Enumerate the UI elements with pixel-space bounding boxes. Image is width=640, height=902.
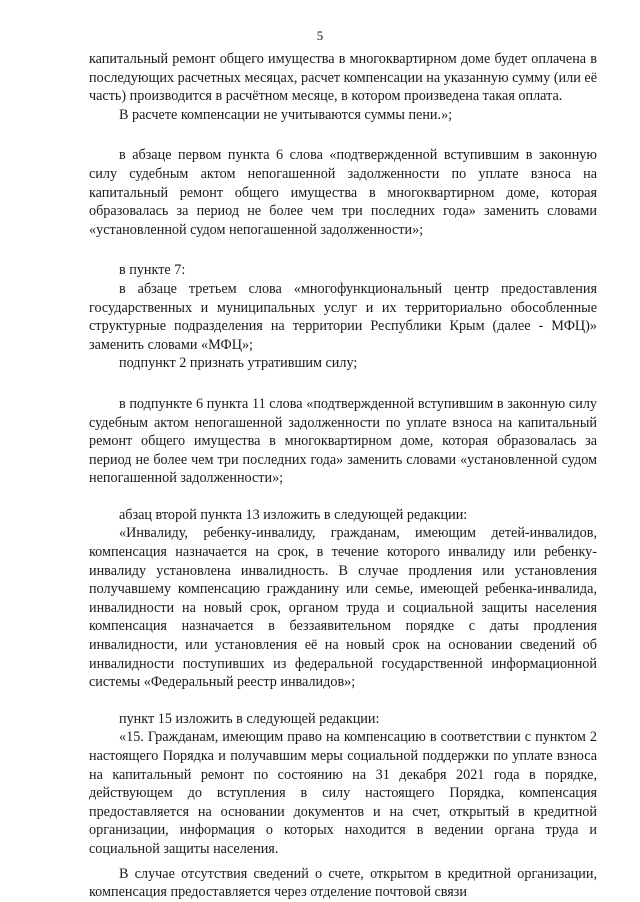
- spacer: [89, 488, 597, 506]
- paragraph: в абзаце первом пункта 6 слова «подтвержденной вступившим в законную силу судебным актом непогашенной задолженности по уплате взноса на капитальный ремонт общего имущества в многоквартирном доме, которая образовалась за период не более чем три последних года» заменить словами «установленной судом непогашенной задолженности»;: [89, 147, 597, 238]
- paragraph: в абзаце третьем слова «многофункциональный центр предоставления государственных и муниципальных услуг и их территориально обособленные структурные подразделения на территории Республики Крым (далее - МФЦ)» заменить словами «МФЦ»;: [89, 280, 597, 353]
- spacer: [89, 692, 597, 710]
- spacer: [89, 124, 597, 146]
- page-number: 5: [316, 28, 324, 43]
- paragraph: в пункте 7:: [119, 262, 186, 279]
- paragraph: абзац второй пункта 13 изложить в следующей редакции:: [119, 506, 468, 523]
- paragraph: подпункт 2 признать утратившим силу;: [119, 355, 358, 372]
- paragraph: пункт 15 изложить в следующей редакции:: [119, 710, 380, 727]
- paragraph: В расчете компенсации не учитываются суммы пени.»;: [119, 106, 453, 123]
- spacer: [89, 373, 597, 395]
- document-body: [89, 50, 597, 902]
- paragraph: в подпункте 6 пункта 11 слова «подтвержденной вступившим в законную силу судебным актом непогашенной задолженности по уплате взноса на капитальный ремонт общего имущества в многоквартирном доме, которая образовалась за период не более чем три последних года» заменить словами «установленной судом непогашенной задолженности»;: [89, 395, 597, 487]
- paragraph: В случае отсутствия сведений о счете, открытом в кредитной организации, компенсация предоставляется через отделение почтовой связи: [89, 865, 597, 901]
- paragraph: «15. Гражданам, имеющим право на компенсацию в соответствии с пунктом 2 настоящего Порядка и получавшим меры социальной поддержки по уплате взноса на капитальный ремонт по состоянию на 31 декабря 2021 года в порядке, действующем до вступления в силу настоящего Порядка, компенсация предоставляется на основании документов и на счет, открытый в кредитной организации, информация о которых находится в ведении органа труда и социальной защиты населения.: [89, 729, 597, 857]
- paragraph: капитальный ремонт общего имущества в многоквартирном доме будет оплачена в последующих расчетных месяцах, расчет компенсации на указанную сумму (или её часть) производится в расчётном месяце, в котором произведена такая оплата.: [89, 51, 597, 105]
- spacer: [89, 239, 597, 261]
- paragraph: «Инвалиду, ребенку-инвалиду, гражданам, имеющим детей-инвалидов, компенсация назначается на срок, в течение которого инвалиду или ребенку-инвалиду установлена инвалидность. В случае продления или установления получавшему компенсацию гражданину или семье, имеющей ребенка-инвалида, инвалидности на новый срок, органом труда и социальной защиты населения компенсация назначается в беззаявительном порядке с даты продления инвалидности, или установления её на новый срок на основании сведений об инвалидности поступивших из федеральной государственной информационной системы «Федеральный реестр инвалидов»;: [89, 525, 597, 691]
